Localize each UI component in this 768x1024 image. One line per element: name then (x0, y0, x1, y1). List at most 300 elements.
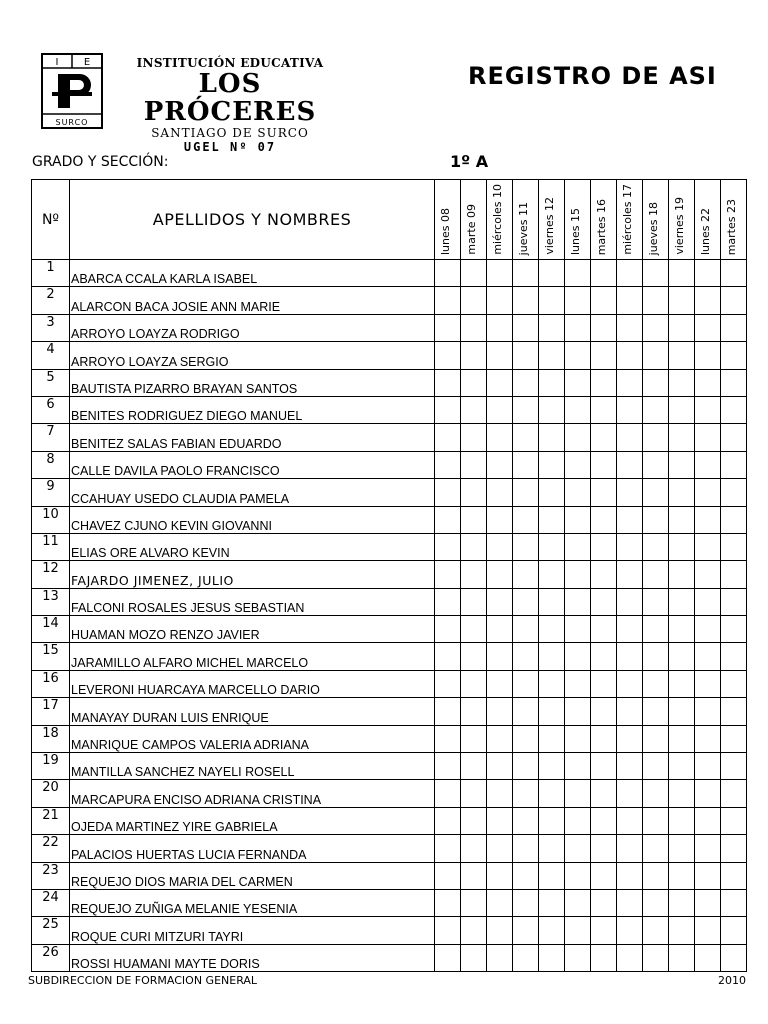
attendance-cell[interactable] (539, 369, 565, 396)
attendance-cell[interactable] (487, 917, 513, 944)
attendance-cell[interactable] (435, 424, 461, 451)
attendance-cell[interactable] (435, 807, 461, 834)
attendance-cell[interactable] (539, 862, 565, 889)
attendance-cell[interactable] (669, 424, 695, 451)
attendance-cell[interactable] (487, 588, 513, 615)
attendance-cell[interactable] (435, 533, 461, 560)
attendance-cell[interactable] (461, 396, 487, 423)
attendance-cell[interactable] (643, 917, 669, 944)
attendance-cell[interactable] (695, 698, 721, 725)
attendance-cell[interactable] (487, 287, 513, 314)
attendance-cell[interactable] (591, 698, 617, 725)
attendance-cell[interactable] (461, 533, 487, 560)
attendance-cell[interactable] (539, 725, 565, 752)
attendance-cell[interactable] (643, 616, 669, 643)
attendance-cell[interactable] (669, 588, 695, 615)
attendance-cell[interactable] (461, 917, 487, 944)
attendance-cell[interactable] (591, 561, 617, 588)
attendance-cell[interactable] (565, 506, 591, 533)
attendance-cell[interactable] (539, 260, 565, 287)
attendance-cell[interactable] (643, 862, 669, 889)
attendance-cell[interactable] (487, 862, 513, 889)
attendance-cell[interactable] (695, 451, 721, 478)
attendance-cell[interactable] (617, 698, 643, 725)
attendance-cell[interactable] (721, 424, 747, 451)
attendance-cell[interactable] (539, 670, 565, 697)
attendance-cell[interactable] (643, 780, 669, 807)
attendance-cell[interactable] (617, 451, 643, 478)
attendance-cell[interactable] (487, 889, 513, 916)
attendance-cell[interactable] (669, 917, 695, 944)
attendance-cell[interactable] (461, 260, 487, 287)
attendance-cell[interactable] (461, 616, 487, 643)
attendance-cell[interactable] (617, 396, 643, 423)
attendance-cell[interactable] (513, 561, 539, 588)
attendance-cell[interactable] (487, 533, 513, 560)
attendance-cell[interactable] (721, 807, 747, 834)
attendance-cell[interactable] (721, 889, 747, 916)
attendance-cell[interactable] (695, 506, 721, 533)
attendance-cell[interactable] (617, 616, 643, 643)
attendance-cell[interactable] (435, 588, 461, 615)
attendance-cell[interactable] (565, 780, 591, 807)
attendance-cell[interactable] (591, 835, 617, 862)
attendance-cell[interactable] (565, 807, 591, 834)
attendance-cell[interactable] (617, 643, 643, 670)
attendance-cell[interactable] (539, 753, 565, 780)
attendance-cell[interactable] (435, 698, 461, 725)
attendance-cell[interactable] (721, 917, 747, 944)
attendance-cell[interactable] (461, 698, 487, 725)
attendance-cell[interactable] (565, 588, 591, 615)
attendance-cell[interactable] (721, 944, 747, 971)
attendance-cell[interactable] (487, 807, 513, 834)
attendance-cell[interactable] (695, 424, 721, 451)
attendance-cell[interactable] (721, 369, 747, 396)
attendance-cell[interactable] (435, 506, 461, 533)
attendance-cell[interactable] (669, 889, 695, 916)
attendance-cell[interactable] (565, 314, 591, 341)
attendance-cell[interactable] (591, 260, 617, 287)
attendance-cell[interactable] (435, 260, 461, 287)
attendance-cell[interactable] (487, 396, 513, 423)
attendance-cell[interactable] (539, 314, 565, 341)
attendance-cell[interactable] (643, 807, 669, 834)
attendance-cell[interactable] (565, 260, 591, 287)
attendance-cell[interactable] (643, 725, 669, 752)
attendance-cell[interactable] (513, 451, 539, 478)
attendance-cell[interactable] (695, 287, 721, 314)
attendance-cell[interactable] (513, 396, 539, 423)
attendance-cell[interactable] (487, 616, 513, 643)
attendance-cell[interactable] (643, 889, 669, 916)
attendance-cell[interactable] (461, 862, 487, 889)
attendance-cell[interactable] (617, 260, 643, 287)
attendance-cell[interactable] (435, 369, 461, 396)
attendance-cell[interactable] (487, 835, 513, 862)
attendance-cell[interactable] (487, 753, 513, 780)
attendance-cell[interactable] (539, 807, 565, 834)
attendance-cell[interactable] (565, 725, 591, 752)
attendance-cell[interactable] (669, 944, 695, 971)
attendance-cell[interactable] (669, 780, 695, 807)
attendance-cell[interactable] (513, 287, 539, 314)
attendance-cell[interactable] (461, 780, 487, 807)
attendance-cell[interactable] (539, 917, 565, 944)
attendance-cell[interactable] (487, 780, 513, 807)
attendance-cell[interactable] (617, 479, 643, 506)
attendance-cell[interactable] (591, 424, 617, 451)
attendance-cell[interactable] (513, 835, 539, 862)
attendance-cell[interactable] (643, 506, 669, 533)
attendance-cell[interactable] (721, 670, 747, 697)
attendance-cell[interactable] (461, 889, 487, 916)
attendance-cell[interactable] (565, 396, 591, 423)
attendance-cell[interactable] (591, 889, 617, 916)
attendance-cell[interactable] (695, 944, 721, 971)
attendance-cell[interactable] (721, 260, 747, 287)
attendance-cell[interactable] (669, 479, 695, 506)
attendance-cell[interactable] (591, 287, 617, 314)
attendance-cell[interactable] (669, 698, 695, 725)
attendance-cell[interactable] (643, 479, 669, 506)
attendance-cell[interactable] (695, 670, 721, 697)
attendance-cell[interactable] (565, 424, 591, 451)
attendance-cell[interactable] (669, 506, 695, 533)
attendance-cell[interactable] (617, 287, 643, 314)
attendance-cell[interactable] (513, 698, 539, 725)
attendance-cell[interactable] (591, 396, 617, 423)
attendance-cell[interactable] (643, 314, 669, 341)
attendance-cell[interactable] (591, 342, 617, 369)
attendance-cell[interactable] (565, 862, 591, 889)
attendance-cell[interactable] (487, 314, 513, 341)
attendance-cell[interactable] (643, 342, 669, 369)
attendance-cell[interactable] (435, 396, 461, 423)
attendance-cell[interactable] (513, 917, 539, 944)
attendance-cell[interactable] (461, 479, 487, 506)
attendance-cell[interactable] (617, 369, 643, 396)
attendance-cell[interactable] (565, 479, 591, 506)
attendance-cell[interactable] (617, 725, 643, 752)
attendance-cell[interactable] (435, 479, 461, 506)
attendance-cell[interactable] (721, 342, 747, 369)
attendance-cell[interactable] (591, 917, 617, 944)
attendance-cell[interactable] (721, 506, 747, 533)
attendance-cell[interactable] (591, 725, 617, 752)
attendance-cell[interactable] (435, 287, 461, 314)
attendance-cell[interactable] (539, 944, 565, 971)
attendance-cell[interactable] (513, 944, 539, 971)
attendance-cell[interactable] (487, 260, 513, 287)
attendance-cell[interactable] (643, 369, 669, 396)
attendance-cell[interactable] (669, 287, 695, 314)
attendance-cell[interactable] (565, 753, 591, 780)
attendance-cell[interactable] (721, 862, 747, 889)
attendance-cell[interactable] (643, 424, 669, 451)
attendance-cell[interactable] (539, 287, 565, 314)
attendance-cell[interactable] (617, 917, 643, 944)
attendance-cell[interactable] (669, 670, 695, 697)
attendance-cell[interactable] (461, 643, 487, 670)
attendance-cell[interactable] (513, 725, 539, 752)
attendance-cell[interactable] (721, 451, 747, 478)
attendance-cell[interactable] (591, 533, 617, 560)
attendance-cell[interactable] (513, 670, 539, 697)
attendance-cell[interactable] (435, 725, 461, 752)
attendance-cell[interactable] (539, 643, 565, 670)
attendance-cell[interactable] (513, 807, 539, 834)
attendance-cell[interactable] (461, 561, 487, 588)
attendance-cell[interactable] (487, 698, 513, 725)
attendance-cell[interactable] (669, 533, 695, 560)
attendance-cell[interactable] (695, 533, 721, 560)
attendance-cell[interactable] (565, 616, 591, 643)
attendance-cell[interactable] (539, 506, 565, 533)
attendance-cell[interactable] (643, 588, 669, 615)
attendance-cell[interactable] (565, 643, 591, 670)
attendance-cell[interactable] (695, 862, 721, 889)
attendance-cell[interactable] (669, 260, 695, 287)
attendance-cell[interactable] (669, 561, 695, 588)
attendance-cell[interactable] (539, 780, 565, 807)
attendance-cell[interactable] (487, 479, 513, 506)
attendance-cell[interactable] (669, 643, 695, 670)
attendance-cell[interactable] (435, 944, 461, 971)
attendance-cell[interactable] (513, 533, 539, 560)
attendance-cell[interactable] (513, 369, 539, 396)
attendance-cell[interactable] (435, 561, 461, 588)
attendance-cell[interactable] (643, 643, 669, 670)
attendance-cell[interactable] (539, 561, 565, 588)
attendance-cell[interactable] (591, 479, 617, 506)
attendance-cell[interactable] (669, 616, 695, 643)
attendance-cell[interactable] (565, 917, 591, 944)
attendance-cell[interactable] (565, 342, 591, 369)
attendance-cell[interactable] (513, 753, 539, 780)
attendance-cell[interactable] (721, 725, 747, 752)
attendance-cell[interactable] (617, 753, 643, 780)
attendance-cell[interactable] (695, 369, 721, 396)
attendance-cell[interactable] (617, 807, 643, 834)
attendance-cell[interactable] (617, 424, 643, 451)
attendance-cell[interactable] (643, 396, 669, 423)
attendance-cell[interactable] (695, 643, 721, 670)
attendance-cell[interactable] (565, 698, 591, 725)
attendance-cell[interactable] (513, 588, 539, 615)
attendance-cell[interactable] (487, 561, 513, 588)
attendance-cell[interactable] (669, 369, 695, 396)
attendance-cell[interactable] (565, 835, 591, 862)
attendance-cell[interactable] (487, 670, 513, 697)
attendance-cell[interactable] (461, 506, 487, 533)
attendance-cell[interactable] (669, 835, 695, 862)
attendance-cell[interactable] (643, 561, 669, 588)
attendance-cell[interactable] (565, 451, 591, 478)
attendance-cell[interactable] (435, 917, 461, 944)
attendance-cell[interactable] (539, 396, 565, 423)
attendance-cell[interactable] (669, 725, 695, 752)
attendance-cell[interactable] (513, 342, 539, 369)
attendance-cell[interactable] (695, 616, 721, 643)
attendance-cell[interactable] (643, 698, 669, 725)
attendance-cell[interactable] (461, 451, 487, 478)
attendance-cell[interactable] (539, 451, 565, 478)
attendance-cell[interactable] (643, 944, 669, 971)
attendance-cell[interactable] (721, 287, 747, 314)
attendance-cell[interactable] (461, 369, 487, 396)
attendance-cell[interactable] (435, 780, 461, 807)
attendance-cell[interactable] (669, 314, 695, 341)
attendance-cell[interactable] (565, 889, 591, 916)
attendance-cell[interactable] (461, 807, 487, 834)
attendance-cell[interactable] (591, 670, 617, 697)
attendance-cell[interactable] (539, 588, 565, 615)
attendance-cell[interactable] (487, 725, 513, 752)
attendance-cell[interactable] (461, 944, 487, 971)
attendance-cell[interactable] (721, 396, 747, 423)
attendance-cell[interactable] (643, 835, 669, 862)
attendance-cell[interactable] (695, 479, 721, 506)
attendance-cell[interactable] (565, 670, 591, 697)
attendance-cell[interactable] (513, 260, 539, 287)
attendance-cell[interactable] (669, 342, 695, 369)
attendance-cell[interactable] (513, 424, 539, 451)
attendance-cell[interactable] (591, 862, 617, 889)
attendance-cell[interactable] (461, 342, 487, 369)
attendance-cell[interactable] (669, 753, 695, 780)
attendance-cell[interactable] (591, 451, 617, 478)
attendance-cell[interactable] (435, 451, 461, 478)
attendance-cell[interactable] (617, 588, 643, 615)
attendance-cell[interactable] (487, 506, 513, 533)
attendance-cell[interactable] (565, 561, 591, 588)
attendance-cell[interactable] (591, 588, 617, 615)
attendance-cell[interactable] (617, 944, 643, 971)
attendance-cell[interactable] (487, 342, 513, 369)
attendance-cell[interactable] (565, 533, 591, 560)
attendance-cell[interactable] (565, 944, 591, 971)
attendance-cell[interactable] (461, 588, 487, 615)
attendance-cell[interactable] (539, 479, 565, 506)
attendance-cell[interactable] (461, 753, 487, 780)
attendance-cell[interactable] (721, 479, 747, 506)
attendance-cell[interactable] (487, 451, 513, 478)
attendance-cell[interactable] (435, 753, 461, 780)
attendance-cell[interactable] (435, 862, 461, 889)
attendance-cell[interactable] (591, 506, 617, 533)
attendance-cell[interactable] (617, 670, 643, 697)
attendance-cell[interactable] (435, 670, 461, 697)
attendance-cell[interactable] (695, 917, 721, 944)
attendance-cell[interactable] (539, 616, 565, 643)
attendance-cell[interactable] (643, 753, 669, 780)
attendance-cell[interactable] (695, 753, 721, 780)
attendance-cell[interactable] (721, 835, 747, 862)
attendance-cell[interactable] (643, 670, 669, 697)
attendance-cell[interactable] (435, 342, 461, 369)
attendance-cell[interactable] (461, 670, 487, 697)
attendance-cell[interactable] (695, 342, 721, 369)
attendance-cell[interactable] (721, 753, 747, 780)
attendance-cell[interactable] (539, 533, 565, 560)
attendance-cell[interactable] (695, 260, 721, 287)
attendance-cell[interactable] (591, 753, 617, 780)
attendance-cell[interactable] (617, 780, 643, 807)
attendance-cell[interactable] (669, 396, 695, 423)
attendance-cell[interactable] (539, 835, 565, 862)
attendance-cell[interactable] (513, 862, 539, 889)
attendance-cell[interactable] (435, 835, 461, 862)
attendance-cell[interactable] (695, 314, 721, 341)
attendance-cell[interactable] (565, 369, 591, 396)
attendance-cell[interactable] (435, 314, 461, 341)
attendance-cell[interactable] (721, 533, 747, 560)
attendance-cell[interactable] (695, 725, 721, 752)
attendance-cell[interactable] (669, 451, 695, 478)
attendance-cell[interactable] (435, 616, 461, 643)
attendance-cell[interactable] (513, 780, 539, 807)
attendance-cell[interactable] (695, 588, 721, 615)
attendance-cell[interactable] (513, 643, 539, 670)
attendance-cell[interactable] (591, 616, 617, 643)
attendance-cell[interactable] (643, 451, 669, 478)
attendance-cell[interactable] (643, 287, 669, 314)
attendance-cell[interactable] (617, 342, 643, 369)
attendance-cell[interactable] (487, 369, 513, 396)
attendance-cell[interactable] (461, 314, 487, 341)
attendance-cell[interactable] (617, 835, 643, 862)
attendance-cell[interactable] (721, 698, 747, 725)
attendance-cell[interactable] (591, 807, 617, 834)
attendance-cell[interactable] (591, 643, 617, 670)
attendance-cell[interactable] (461, 424, 487, 451)
attendance-cell[interactable] (513, 889, 539, 916)
attendance-cell[interactable] (721, 780, 747, 807)
attendance-cell[interactable] (721, 561, 747, 588)
attendance-cell[interactable] (643, 533, 669, 560)
attendance-cell[interactable] (617, 561, 643, 588)
attendance-cell[interactable] (565, 287, 591, 314)
attendance-cell[interactable] (695, 835, 721, 862)
attendance-cell[interactable] (539, 342, 565, 369)
attendance-cell[interactable] (643, 260, 669, 287)
attendance-cell[interactable] (591, 944, 617, 971)
attendance-cell[interactable] (721, 588, 747, 615)
attendance-cell[interactable] (513, 616, 539, 643)
attendance-cell[interactable] (591, 369, 617, 396)
attendance-cell[interactable] (695, 396, 721, 423)
attendance-cell[interactable] (695, 889, 721, 916)
attendance-cell[interactable] (461, 287, 487, 314)
attendance-cell[interactable] (617, 889, 643, 916)
attendance-cell[interactable] (487, 643, 513, 670)
attendance-cell[interactable] (591, 780, 617, 807)
attendance-cell[interactable] (591, 314, 617, 341)
attendance-cell[interactable] (617, 506, 643, 533)
attendance-cell[interactable] (721, 616, 747, 643)
attendance-cell[interactable] (617, 314, 643, 341)
attendance-cell[interactable] (461, 835, 487, 862)
attendance-cell[interactable] (669, 862, 695, 889)
attendance-cell[interactable] (461, 725, 487, 752)
attendance-cell[interactable] (695, 807, 721, 834)
attendance-cell[interactable] (487, 424, 513, 451)
attendance-cell[interactable] (539, 889, 565, 916)
attendance-cell[interactable] (695, 561, 721, 588)
attendance-cell[interactable] (513, 506, 539, 533)
attendance-cell[interactable] (721, 643, 747, 670)
